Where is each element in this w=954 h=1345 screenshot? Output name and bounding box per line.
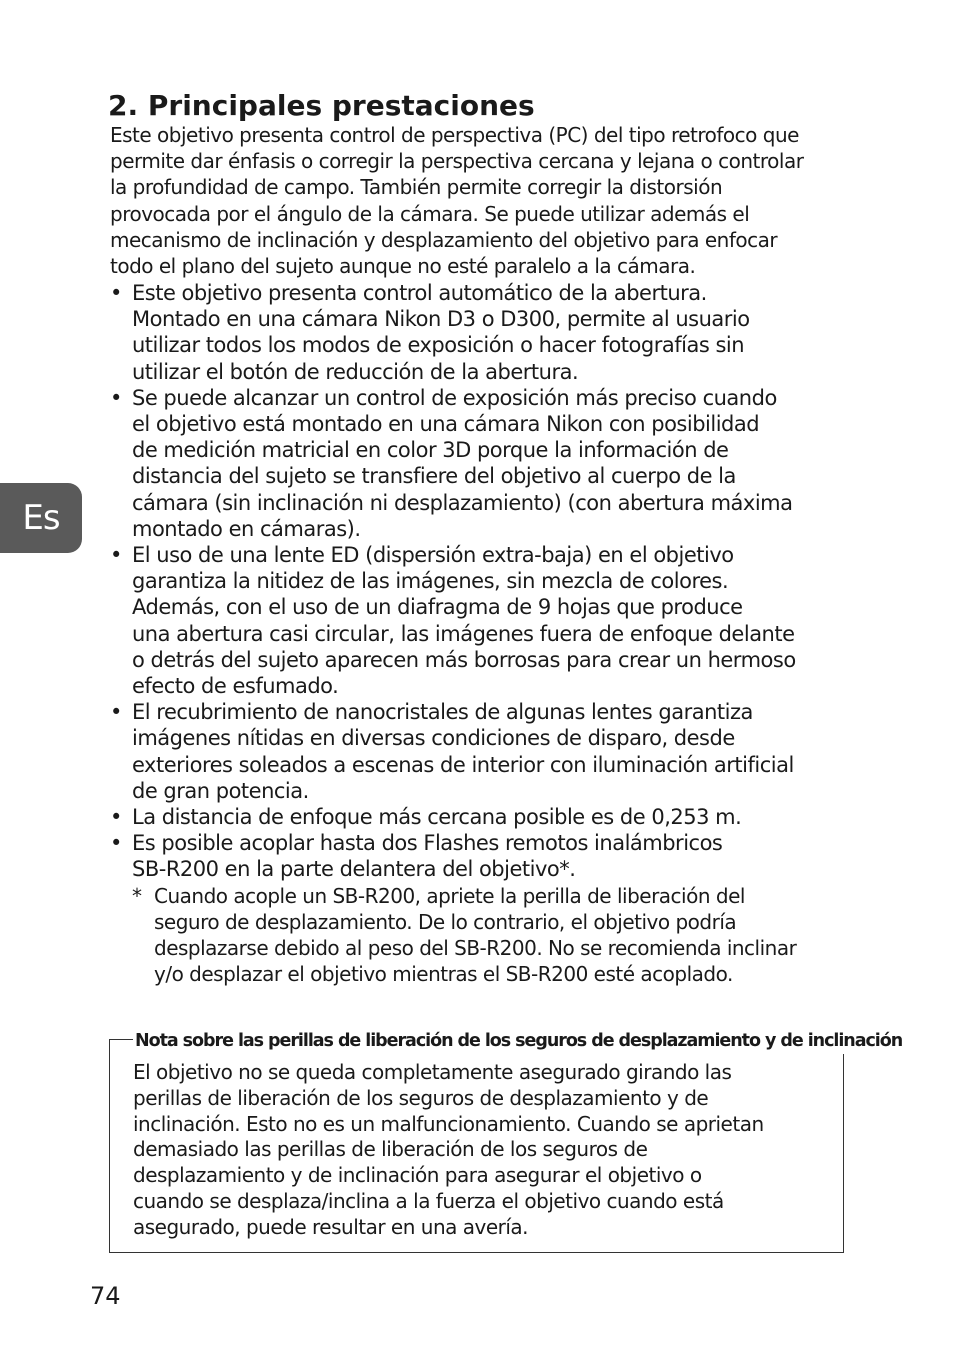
footnote-line: desplazarse debido al peso del SB-R200. No se recomienda inclinar bbox=[154, 936, 797, 961]
intro-line: provocada por el ángulo de la cámara. Se puede utilizar además el bbox=[110, 201, 750, 226]
intro-line: Este objetivo presenta control de perspectiva (PC) del tipo retrofoco que bbox=[110, 123, 799, 147]
feature-line: utilizar el botón de reducción de la abertura. bbox=[132, 359, 579, 384]
bullet-icon: • bbox=[110, 805, 122, 830]
feature-line: El uso de una lente ED (dispersión extra-baja) en el objetivo bbox=[132, 543, 734, 568]
footnote-line: y/o desplazar el objetivo mientras el SB-R200 esté acoplado. bbox=[154, 962, 733, 987]
page-number: 74 bbox=[90, 1282, 121, 1310]
intro-line: la profundidad de campo. También permite corregir la distorsión bbox=[110, 175, 723, 200]
feature-line: exteriores soleados a escenas de interior con iluminación artificial bbox=[132, 752, 794, 777]
feature-line: utilizar todos los modos de exposición o hacer fotografías sin bbox=[132, 333, 745, 358]
bullet-icon: • bbox=[110, 543, 122, 568]
note-line: cuando se desplaza/inclina a la fuerza el objetivo cuando está bbox=[133, 1188, 724, 1213]
footnote-mark: * bbox=[132, 883, 142, 908]
feature-list-item bbox=[110, 699, 850, 804]
feature-line: distancia del sujeto se transfiere del objetivo al cuerpo de la bbox=[132, 464, 736, 489]
feature-line: garantiza la nitidez de las imágenes, sin mezcla de colores. bbox=[132, 569, 729, 594]
note-line: demasiado las perillas de liberación de los seguros de bbox=[133, 1137, 648, 1162]
feature-line: de gran potencia. bbox=[132, 778, 309, 803]
feature-line: efecto de esfumado. bbox=[132, 674, 339, 699]
bullet-icon: • bbox=[110, 281, 122, 305]
footnote-line: Cuando acople un SB-R200, apriete la perilla de liberación del bbox=[154, 883, 745, 908]
feature-line: Montado en una cámara Nikon D3 o D300, permite al usuario bbox=[132, 307, 750, 332]
language-tab-label: Es bbox=[22, 498, 60, 538]
feature-list bbox=[110, 280, 850, 987]
bullet-icon: • bbox=[110, 385, 122, 410]
feature-line: cámara (sin inclinación ni desplazamiento) (con abertura máxima bbox=[132, 490, 793, 515]
note-line: El objetivo no se queda completamente asegurado girando las bbox=[133, 1060, 732, 1084]
feature-line: Se puede alcanzar un control de exposición más preciso cuando bbox=[132, 385, 777, 410]
feature-line: El recubrimiento de nanocristales de algunas lentes garantiza bbox=[132, 700, 753, 725]
feature-line: o detrás del sujeto aparecen más borrosas para crear un hermoso bbox=[132, 647, 796, 672]
note-line: asegurado, puede resultar en una avería. bbox=[133, 1214, 529, 1239]
section-title: 2. Principales prestaciones bbox=[108, 89, 535, 122]
note-line: perillas de liberación de los seguros de desplazamiento y de bbox=[133, 1085, 709, 1110]
feature-line: el objetivo está montado en una cámara Nikon con posibilidad bbox=[132, 412, 760, 437]
feature-list-item bbox=[110, 385, 850, 542]
feature-line: SB-R200 en la parte delantera del objetivo*. bbox=[132, 857, 576, 882]
feature-line: de medición matricial en color 3D porque la información de bbox=[132, 438, 729, 463]
note-body bbox=[133, 1060, 833, 1241]
feature-list-item bbox=[110, 280, 850, 385]
feature-line: La distancia de enfoque más cercana posible es de 0,253 m. bbox=[132, 805, 742, 830]
bullet-icon: • bbox=[110, 831, 122, 856]
feature-line: Es posible acoplar hasta dos Flashes remotos inalámbricos bbox=[132, 831, 723, 856]
note-line: desplazamiento y de inclinación para asegurar el objetivo o bbox=[133, 1163, 702, 1188]
feature-list-item bbox=[110, 830, 850, 987]
intro-line: permite dar énfasis o corregir la perspectiva cercana y lejana o controlar bbox=[110, 149, 804, 174]
feature-line: montado en cámaras). bbox=[132, 516, 361, 541]
footnote bbox=[132, 883, 850, 988]
feature-list-item bbox=[110, 804, 850, 830]
note-title: Nota sobre las perillas de liberación de los seguros de desplazamiento y de inclinación bbox=[133, 1028, 904, 1054]
footnote-line: seguro de desplazamiento. De lo contrario, el objetivo podría bbox=[154, 909, 737, 934]
intro-paragraph bbox=[110, 122, 850, 279]
feature-line: Además, con el uso de un diafragma de 9 hojas que produce bbox=[132, 595, 743, 620]
intro-line: todo el plano del sujeto aunque no esté paralelo a la cámara. bbox=[110, 254, 696, 279]
bullet-icon: • bbox=[110, 700, 122, 725]
feature-line: una abertura casi circular, las imágenes fuera de enfoque delante bbox=[132, 621, 795, 646]
intro-line: mecanismo de inclinación y desplazamiento del objetivo para enfocar bbox=[110, 227, 778, 252]
feature-line: imágenes nítidas en diversas condiciones de disparo, desde bbox=[132, 726, 735, 751]
feature-line: Este objetivo presenta control automático de la abertura. bbox=[132, 281, 707, 305]
language-tab bbox=[0, 483, 82, 553]
note-line: inclinación. Esto no es un malfuncionamiento. Cuando se aprietan bbox=[133, 1111, 764, 1136]
feature-list-item bbox=[110, 542, 850, 699]
